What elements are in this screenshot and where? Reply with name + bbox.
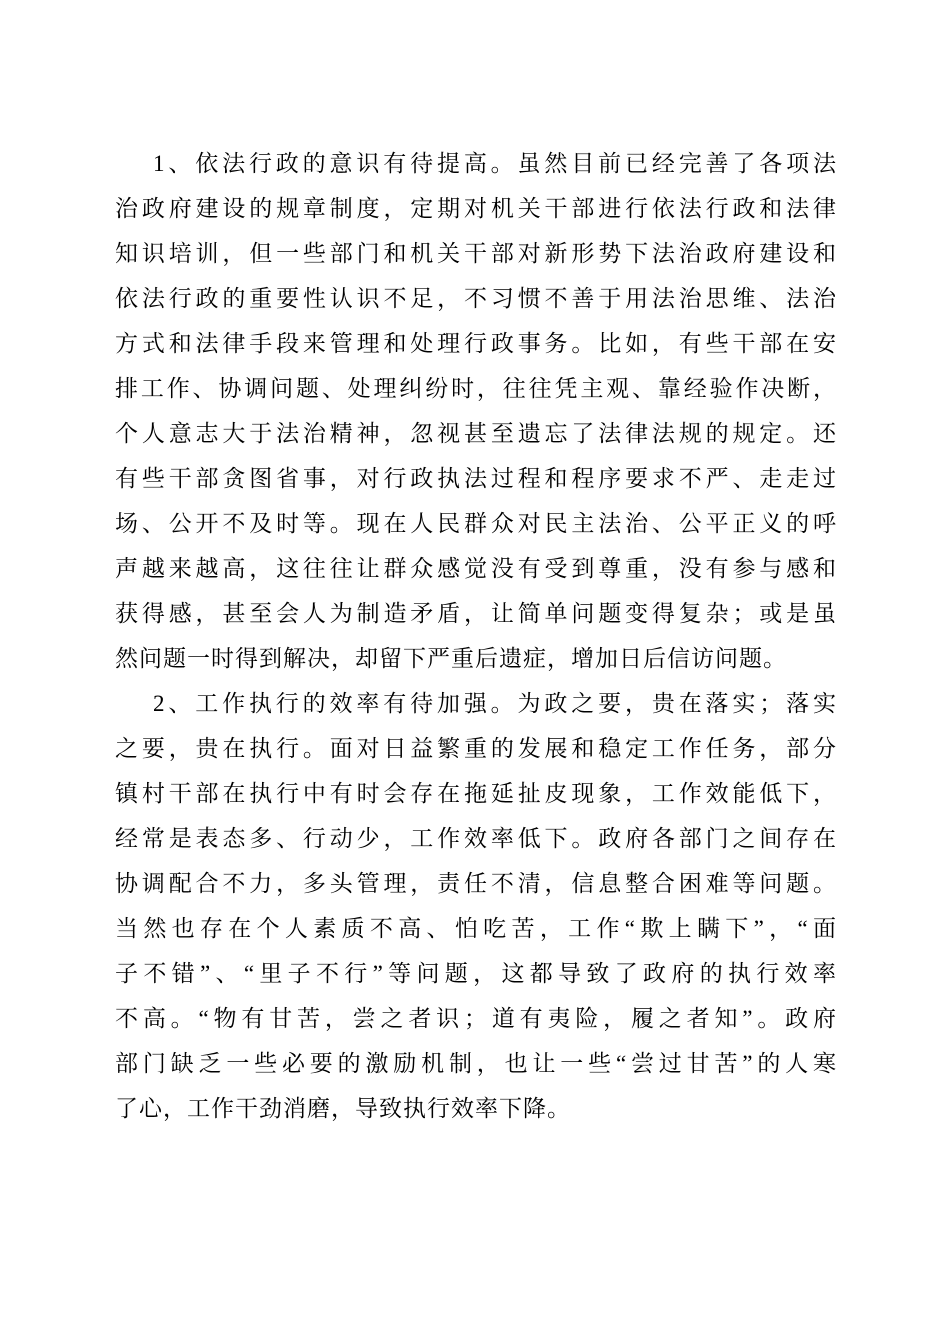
text-line: 不高。“物有甘苦，尝之者识；道有夷险，履之者知”。政府 (115, 1006, 837, 1031)
text-line: 1、依法行政的意识有待提高。虽然目前已经完善了各项法 (153, 151, 837, 176)
text-line: 个人意志大于法治精神，忽视甚至遗忘了法律法规的规定。还 (115, 421, 837, 446)
paragraph (115, 681, 837, 1131)
text-line: 子不错”、“里子不行”等问题，这都导致了政府的执行效率 (115, 961, 837, 986)
text-line: 治政府建设的规章制度，定期对机关干部进行依法行政和法律 (115, 196, 837, 221)
text-line: 部门缺乏一些必要的激励机制，也让一些“尝过甘苦”的人寒 (115, 1051, 837, 1076)
text-line: 当然也存在个人素质不高、怕吃苦，工作“欺上瞒下”，“面 (115, 916, 837, 941)
text-line: 排工作、协调问题、处理纠纷时，往往凭主观、靠经验作决断， (115, 376, 837, 401)
text-line: 场、公开不及时等。现在人民群众对民主法治、公平正义的呼 (115, 511, 837, 536)
text-line: 获得感，甚至会人为制造矛盾，让简单问题变得复杂；或是虽 (115, 601, 837, 626)
text-line: 然问题一时得到解决，却留下严重后遗症，增加日后信访问题。 (115, 646, 787, 671)
text-line: 经常是表态多、行动少，工作效率低下。政府各部门之间存在 (115, 826, 837, 851)
text-line: 方式和法律手段来管理和处理行政事务。比如，有些干部在安 (115, 331, 837, 356)
document-body (115, 141, 837, 1131)
text-line: 有些干部贪图省事，对行政执法过程和程序要求不严、走走过 (115, 466, 837, 491)
text-line: 声越来越高，这往往让群众感觉没有受到尊重，没有参与感和 (115, 556, 837, 581)
text-line: 依法行政的重要性认识不足，不习惯不善于用法治思维、法治 (115, 286, 837, 311)
text-line: 2、工作执行的效率有待加强。为政之要，贵在落实；落实 (153, 691, 837, 716)
text-line: 知识培训，但一些部门和机关干部对新形势下法治政府建设和 (115, 241, 837, 266)
text-line: 了心，工作干劲消磨，导致执行效率下降。 (115, 1096, 571, 1121)
paragraph (115, 141, 837, 681)
text-line: 之要，贵在执行。面对日益繁重的发展和稳定工作任务，部分 (115, 736, 837, 761)
text-line: 镇村干部在执行中有时会存在拖延扯皮现象，工作效能低下， (115, 781, 837, 806)
text-line: 协调配合不力，多头管理，责任不清，信息整合困难等问题。 (115, 871, 837, 896)
